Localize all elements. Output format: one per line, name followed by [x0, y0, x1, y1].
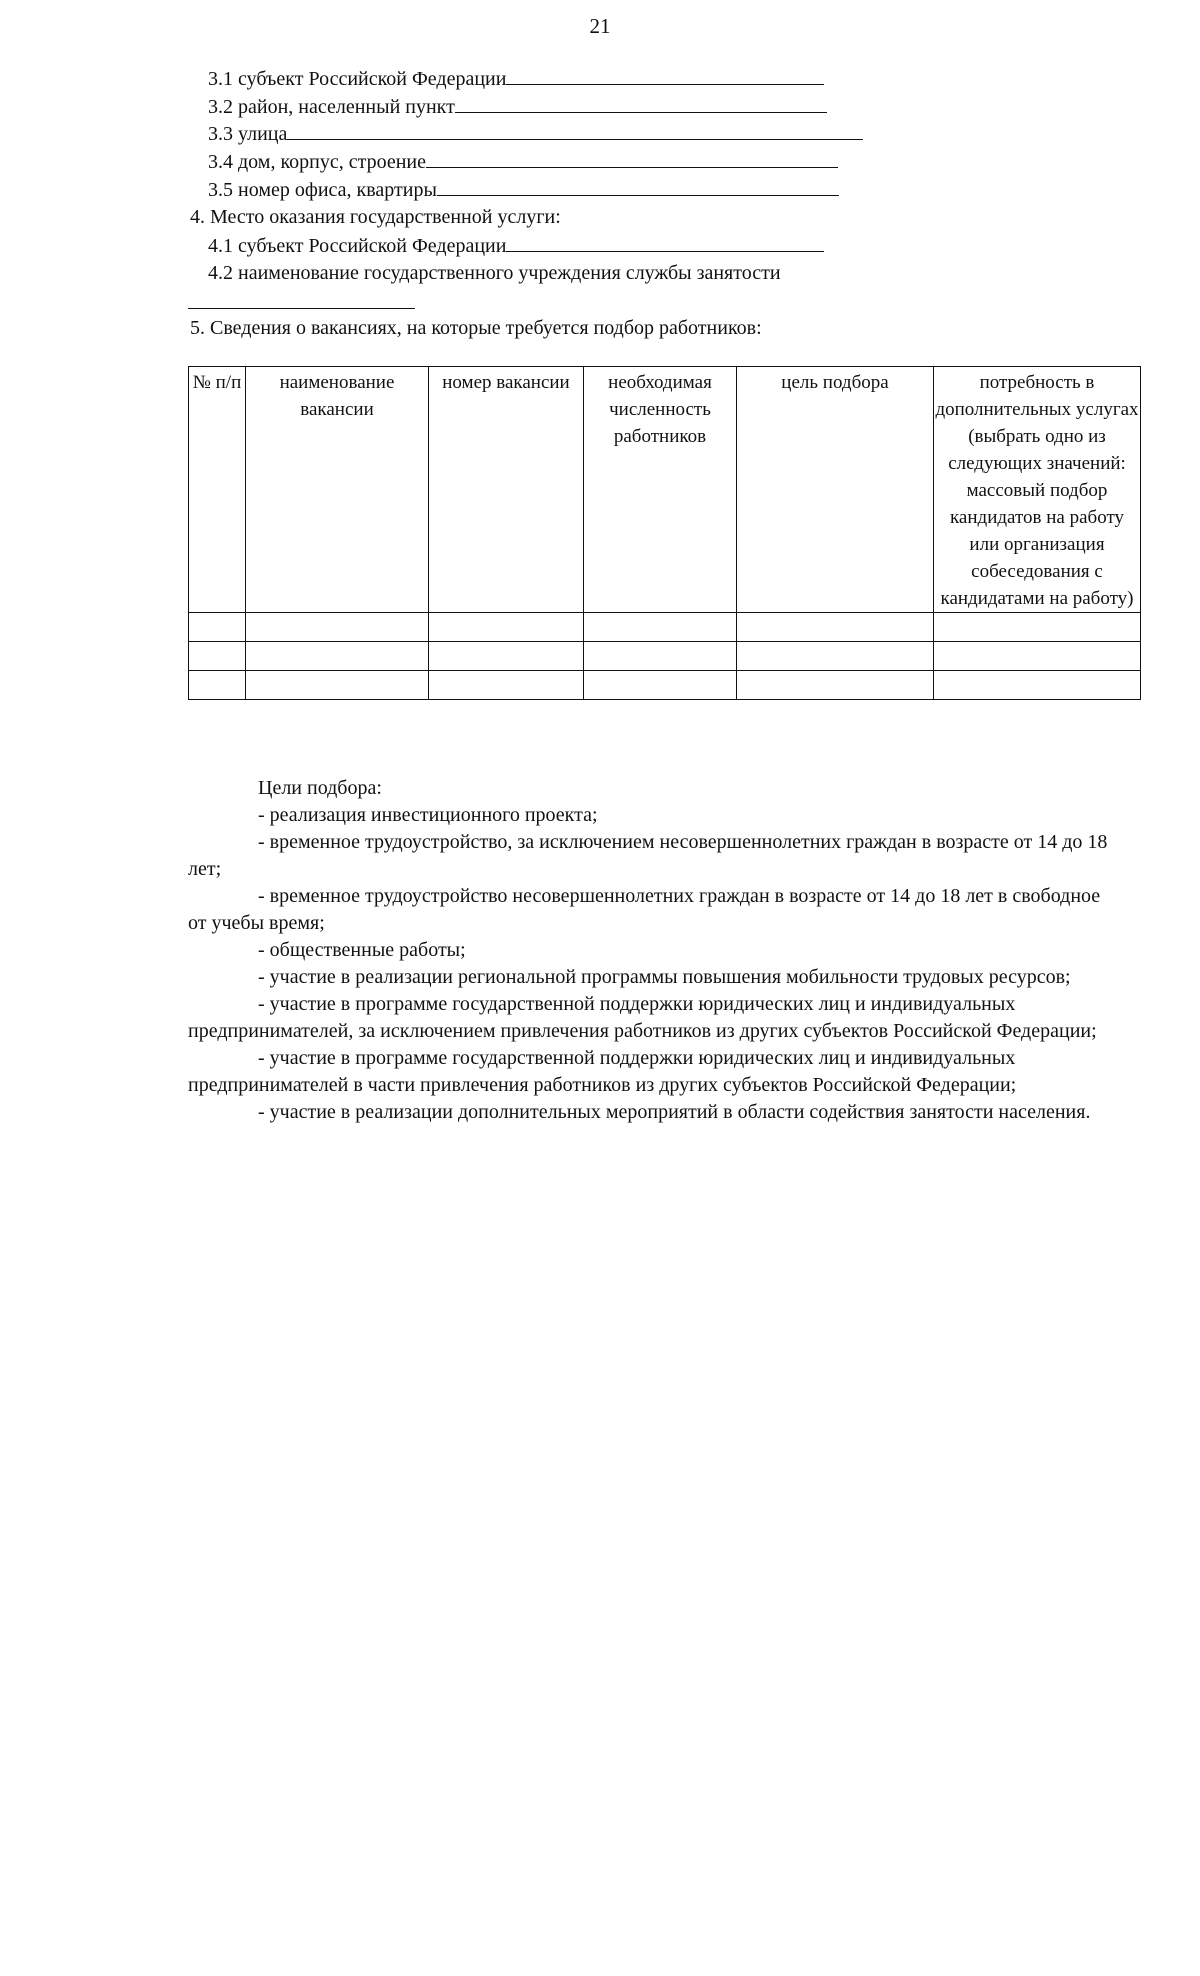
- table-cell[interactable]: [584, 671, 737, 700]
- column-header-vacancy-number: номер вакансии: [429, 367, 584, 613]
- section-4-title: 4. Место оказания государственной услуги:: [190, 206, 561, 228]
- goal-item: - общественные работы;: [258, 939, 466, 961]
- address-item-subject: [208, 66, 824, 91]
- table-row: [189, 613, 1141, 642]
- table-cell[interactable]: [934, 642, 1141, 671]
- goal-item: - участие в реализации дополнительных мероприятий в области содействия занятости населения.: [258, 1101, 1091, 1123]
- address-item-label: 3.2 район, населенный пункт: [208, 96, 455, 118]
- table-cell[interactable]: [189, 613, 246, 642]
- fill-in-blank[interactable]: [287, 121, 863, 140]
- fill-in-blank[interactable]: [437, 177, 839, 196]
- address-item-label: 3.5 номер офиса, квартиры: [208, 179, 437, 201]
- goal-item: - участие в программе государственной поддержки юридических лиц и индивидуальных предпринимателей в части привлечения работников из других субъектов Российской Федерации;: [188, 1047, 1017, 1096]
- section-4-institution: 4.2 наименование государственного учреждения службы занятости: [208, 262, 781, 284]
- address-item-label: 3.4 дом, корпус, строение: [208, 151, 426, 173]
- address-item-office: [208, 177, 839, 202]
- address-item-district: [208, 94, 827, 119]
- selection-goals: [188, 775, 1118, 1126]
- section-5-title: 5. Сведения о вакансиях, на которые требуется подбор работников:: [190, 317, 762, 339]
- address-item-street: [208, 121, 863, 146]
- goal-item: - участие в реализации региональной программы повышения мобильности трудовых ресурсов;: [258, 966, 1071, 988]
- column-header-number: № п/п: [189, 367, 246, 613]
- section-4-subject: [208, 233, 824, 258]
- goal-item: - временное трудоустройство, за исключением несовершеннолетних граждан в возрасте от 14 до 18 лет;: [188, 831, 1108, 880]
- table-cell[interactable]: [246, 613, 429, 642]
- table-cell[interactable]: [429, 671, 584, 700]
- column-header-goal: цель подбора: [737, 367, 934, 613]
- column-header-vacancy-name: наименование вакансии: [246, 367, 429, 613]
- table-cell[interactable]: [246, 642, 429, 671]
- table-cell[interactable]: [246, 671, 429, 700]
- table-cell[interactable]: [934, 671, 1141, 700]
- table-cell[interactable]: [737, 642, 934, 671]
- table-cell[interactable]: [189, 671, 246, 700]
- table-header-row: [189, 367, 1141, 613]
- column-header-headcount: необходимая численность работников: [584, 367, 737, 613]
- fill-in-blank[interactable]: [506, 66, 824, 85]
- goal-item: - временное трудоустройство несовершеннолетних граждан в возрасте от 14 до 18 лет в свободное от учебы время;: [188, 885, 1101, 934]
- goal-item: - участие в программе государственной поддержки юридических лиц и индивидуальных предпринимателей, за исключением привлечения работников из других субъектов Российской Федерации;: [188, 993, 1097, 1042]
- goal-item: - реализация инвестиционного проекта;: [258, 804, 598, 826]
- fill-in-blank[interactable]: [426, 149, 838, 168]
- fill-in-blank[interactable]: [506, 233, 824, 252]
- table-cell[interactable]: [584, 613, 737, 642]
- fill-in-blank[interactable]: [455, 94, 827, 113]
- address-item-building: [208, 149, 838, 174]
- table-cell[interactable]: [934, 613, 1141, 642]
- table-cell[interactable]: [429, 613, 584, 642]
- column-header-additional-services: потребность в дополнительных услугах (выбрать одно из следующих значений: массовый подбор кандидатов на работу или организация собеседования с кандидатами на работу): [934, 367, 1141, 613]
- table-cell[interactable]: [189, 642, 246, 671]
- table-cell[interactable]: [737, 613, 934, 642]
- table-cell[interactable]: [584, 642, 737, 671]
- page-number: 21: [589, 14, 611, 38]
- address-item-label: 3.1 субъект Российской Федерации: [208, 68, 507, 90]
- table-cell[interactable]: [737, 671, 934, 700]
- institution-fill-line[interactable]: [188, 308, 415, 309]
- table-row: [189, 671, 1141, 700]
- goals-heading: Цели подбора:: [258, 777, 382, 799]
- table-cell[interactable]: [429, 642, 584, 671]
- address-item-label: 3.3 улица: [208, 123, 288, 145]
- vacancies-table: [188, 366, 1141, 700]
- section-4-subject-label: 4.1 субъект Российской Федерации: [208, 235, 507, 257]
- table-row: [189, 642, 1141, 671]
